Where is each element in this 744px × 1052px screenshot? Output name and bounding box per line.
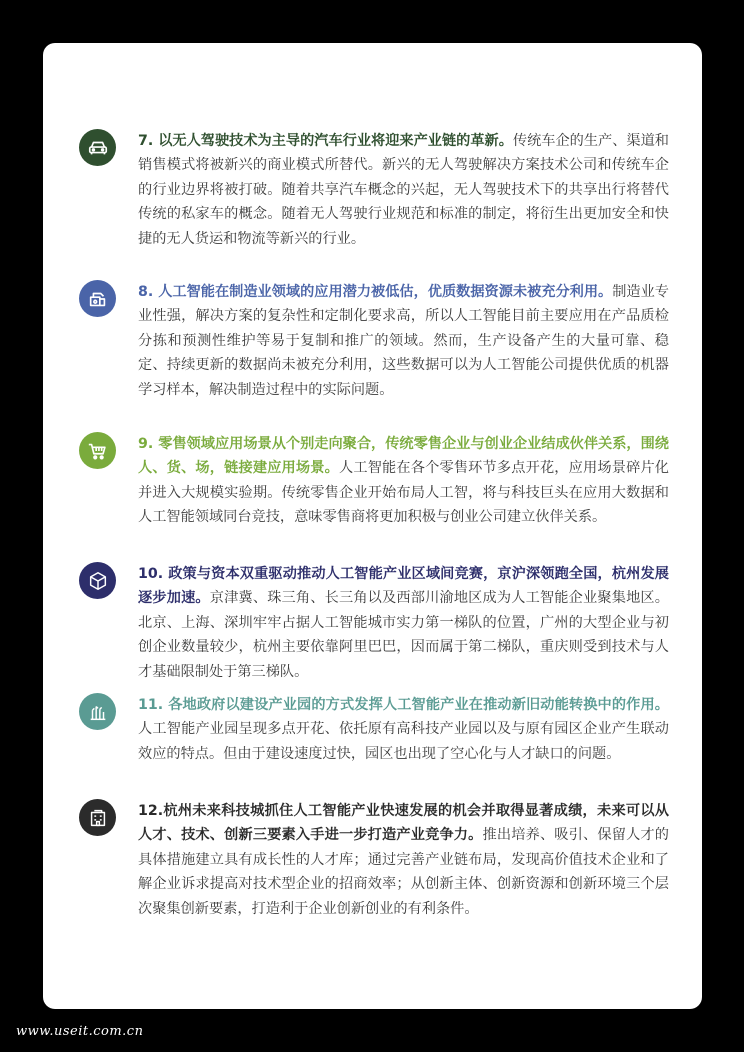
item-text [138,129,669,251]
item-heading: 12.杭州未来科技城抓住人工智能产业快速发展的机会并取得显著成绩，未来可以从人才、技术、创新三要素入手进一步打造产业竞争力。 [138,803,669,844]
item-text [138,693,669,766]
shopping-cart-icon [79,432,116,469]
industrial-park-icon [79,693,116,730]
site-watermark: www.useit.com.cn [16,1024,144,1039]
item-text [138,280,669,402]
item-body: 人工智能在各个零售环节多点开花，应用场景碎片化并进入大规模实验期。传统零售企业开始布局人工智，将与科技巨头在应用大数据和人工智能领域同台竞技，意味零售商将更加积极与创业公司建立伙伴关系。 [138,460,669,526]
list-item [79,799,669,921]
item-heading: 9. 零售领域应用场景从个别走向聚合，传统零售企业与创业企业结成伙伴关系，围绕人、货、场，链接建应用场景。 [138,436,669,477]
item-body: 制造业专业性强，解决方案的复杂性和定制化要求高，所以人工智能目前主要应用在产品质检分拣和预测性维护等易于复制和推广的领域。然而，生产设备产生的大量可靠、稳定、持续更新的数据尚未被充分利用，这些数据可以为人工智能公司提供优质的机器学习样本，解决制造过程中的实际问题。 [138,284,669,398]
item-text [138,799,669,921]
city-building-icon [79,799,116,836]
list-item [79,693,669,766]
item-heading: 10. 政策与资本双重驱动推动人工智能产业区域间竞赛，京沪深领跑全国，杭州发展逐步加速。 [138,566,669,607]
item-heading: 8. 人工智能在制造业领域的应用潜力被低估，优质数据资源未被充分利用。 [138,284,613,300]
item-text [138,432,669,530]
factory-machine-icon [79,280,116,317]
list-item [79,280,669,402]
report-page [43,43,702,1009]
item-body: 京津冀、珠三角、长三角以及西部川渝地区成为人工智能企业聚集地区。北京、上海、深圳牢牢占据人工智能城市实力第一梯队的位置，广州的大型企业与初创企业数量较少，杭州主要依靠阿里巴巴，因而属于第二梯队，重庆则受到技术与人才基础限制处于第三梯队。 [138,590,669,680]
list-item [79,562,669,684]
item-body: 人工智能产业园呈现多点开花、依托原有高科技产业园以及与原有园区企业产生联动效应的特点。但由于建设速度过快，园区也出现了空心化与人才缺口的问题。 [138,721,669,762]
item-heading: 11. 各地政府以建设产业园的方式发挥人工智能产业在推动新旧动能转换中的作用。 [138,697,669,713]
item-body: 传统车企的生产、渠道和销售模式将被新兴的商业模式所替代。新兴的无人驾驶解决方案技术公司和传统车企的行业边界将被打破。随着共享汽车概念的兴起，无人驾驶技术下的共享出行将替代传统的私家车的概念。随着无人驾驶行业规范和标准的制定，将衍生出更加安全和快捷的无人货运和物流等新兴的行业。 [138,133,669,247]
item-body: 推出培养、吸引、保留人才的具体措施建立具有成长性的人才库；通过完善产业链布局，发现高价值技术企业和了解企业诉求提高对技术型企业的招商效率；从创新主体、创新资源和创新环境三个层次聚集创新要素，打造利于企业创新创业的有利条件。 [138,827,669,917]
cube-network-icon [79,562,116,599]
list-item [79,432,669,530]
car-icon [79,129,116,166]
list-item [79,129,669,251]
item-heading: 7. 以无人驾驶技术为主导的汽车行业将迎来产业链的革新。 [138,133,513,149]
item-text [138,562,669,684]
